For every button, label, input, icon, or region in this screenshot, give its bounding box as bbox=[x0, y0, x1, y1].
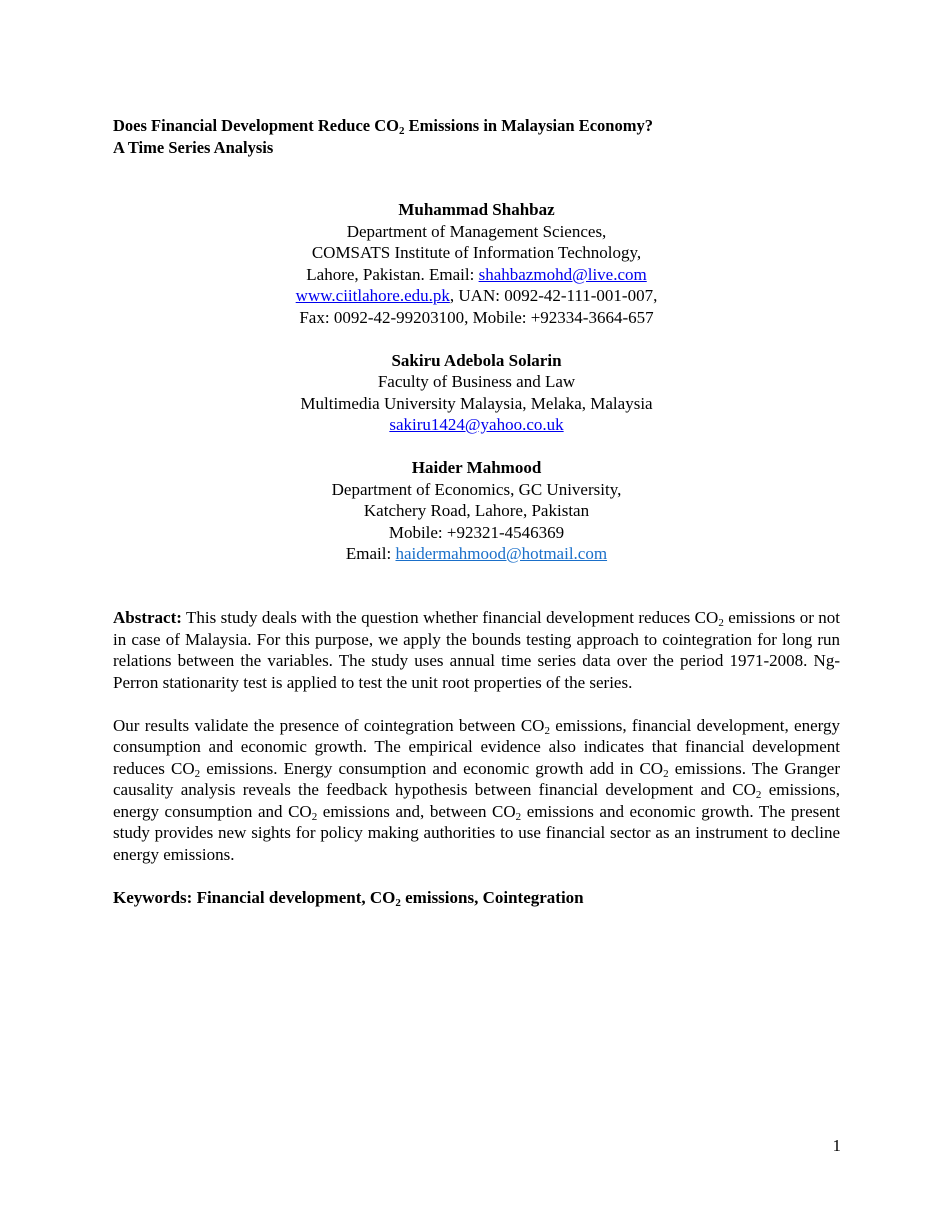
author-name: Sakiru Adebola Solarin bbox=[391, 350, 562, 370]
author-affiliation: COMSATS Institute of Information Technology, bbox=[311, 243, 642, 262]
author-contact: Mobile: +92321-4546369 bbox=[388, 522, 565, 542]
author-contact: Lahore, Pakistan. Email: shahbazmohd@live.com bbox=[306, 264, 647, 284]
author-affiliation: Multimedia University Malaysia, Melaka, Malaysia bbox=[300, 393, 653, 413]
author-contact: Fax: 0092-42-99203100, Mobile: +92334-3664-657 bbox=[299, 307, 654, 327]
abstract-paragraph-1: Abstract: This study deals with the question whether financial development reduces $CO_2$ emissions or not in case of Malaysia. For this purpose, we apply the bounds testing approach to cointegration for long run relations between the variables. The study uses annual time series data over the period 1971-2008. Ng-Perron stationarity test is applied to test the unit root properties of the series. bbox=[113, 608, 840, 692]
email-link[interactable]: haidermahmood@hotmail.com bbox=[395, 544, 608, 563]
abstract-section bbox=[113, 607, 840, 930]
website-link[interactable]: www.ciitlahore.edu.pk bbox=[295, 286, 450, 305]
author-contact: Email: haidermahmood@hotmail.com bbox=[345, 544, 608, 563]
author-contact bbox=[113, 414, 840, 436]
author-name: Haider Mahmood bbox=[411, 458, 542, 477]
author-1 bbox=[113, 199, 840, 328]
email-link[interactable]: shahbazmohd@live.com bbox=[478, 264, 647, 284]
author-affiliation: Katchery Road, Lahore, Pakistan bbox=[363, 501, 590, 520]
email-link[interactable]: sakiru1424@yahoo.co.uk bbox=[389, 415, 564, 434]
author-contact: www.ciitlahore.edu.pk, UAN: 0092-42-111-001-007, bbox=[295, 286, 658, 305]
abstract-paragraph-2: Our results validate the presence of cointegration between $CO_2$ emissions, financial development, energy consumption and economic growth. The empirical evidence also indicates that financial development reduces $CO_2$ emissions. Energy consumption and economic growth add in $CO_2$ emissions. The Granger causality analysis reveals the feedback hypothesis between financial development and $CO_2$ emissions, energy consumption and $CO_2$ emissions and, between $CO_2$ emissions and economic growth. The present study provides new sights for policy making authorities to use financial sector as an instrument to decline energy emissions. bbox=[113, 715, 841, 864]
author-2 bbox=[113, 350, 840, 436]
title-line-1: Does Financial Development Reduce $CO_2$ Emissions in Malaysian Economy? bbox=[113, 116, 653, 137]
author-name: Muhammad Shahbaz bbox=[398, 200, 555, 219]
author-block bbox=[113, 199, 840, 586]
keywords: Keywords: Financial development, $CO_2$ emissions, Cointegration bbox=[113, 887, 584, 909]
paper-title bbox=[113, 115, 853, 159]
title-line-2: A Time Series Analysis bbox=[113, 138, 274, 157]
page-number: 1 bbox=[832, 1136, 841, 1155]
author-affiliation: Department of Management Sciences, bbox=[346, 221, 607, 241]
author-3 bbox=[113, 457, 840, 565]
abstract-label: Abstract: bbox=[113, 608, 182, 627]
author-affiliation: Department of Economics, GC University, bbox=[331, 479, 622, 499]
author-affiliation: Faculty of Business and Law bbox=[377, 372, 576, 391]
